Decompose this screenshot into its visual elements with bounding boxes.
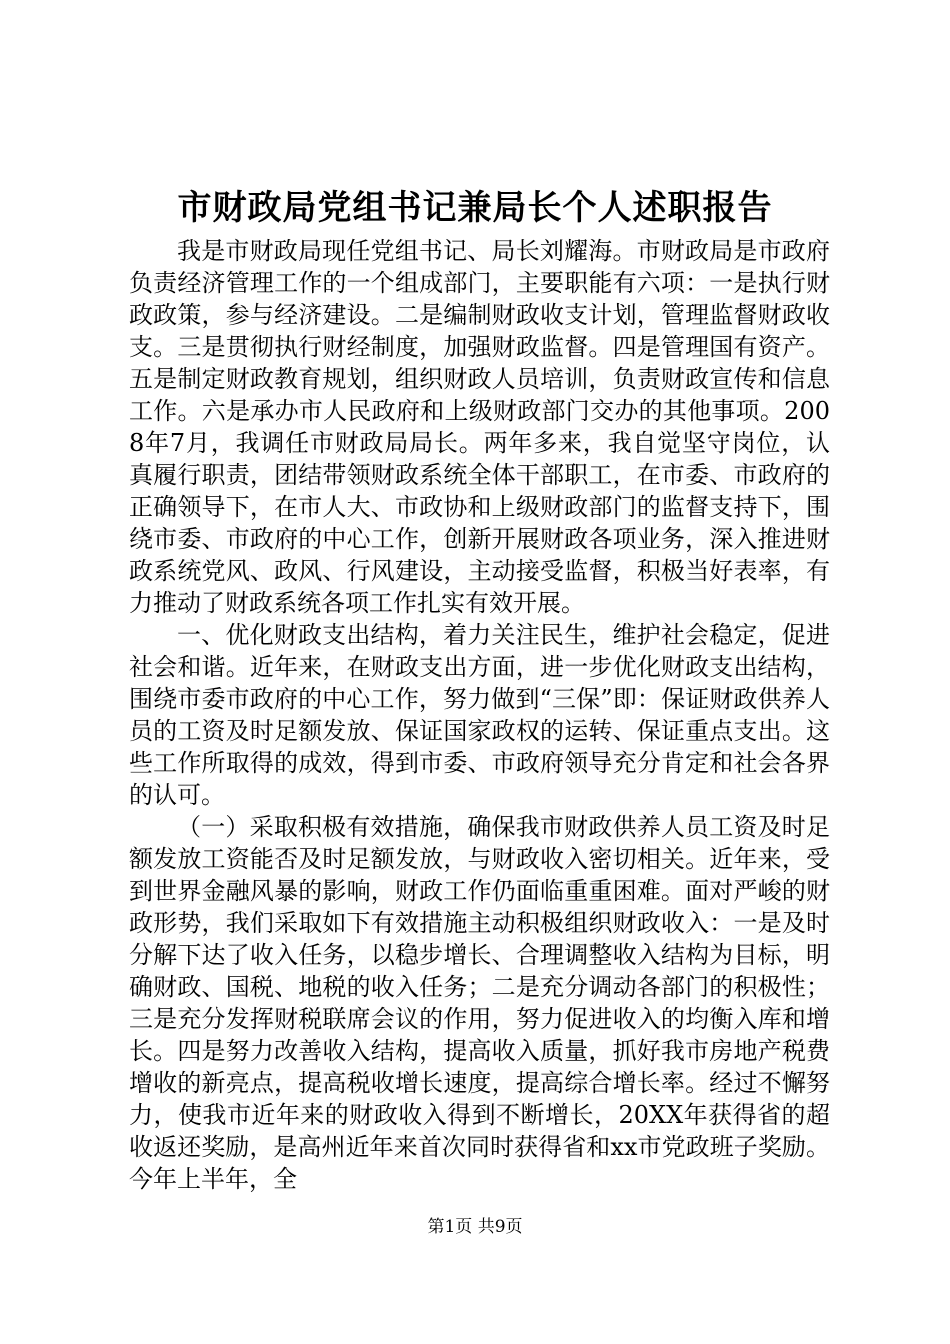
document-body <box>129 235 830 1195</box>
document-title: 市财政局党组书记兼局长个人述职报告 <box>177 188 773 228</box>
paragraph-subsection-one: （一）采取积极有效措施，确保我市财政供养人员工资及时足额发放工资能否及时足额发放，与财政收入密切相关。近年来，受到世界金融风暴的影响，财政工作仍面临重重困难。面对严峻的财政形势，我们采取如下有效措施主动积极组织财政收入：一是及时分解下达了收入任务，以稳步增长、合理调整收入结构为目标，明确财政、国税、地税的收入任务；二是充分调动各部门的积极性；三是充分发挥财税联席会议的作用，努力促进收入的均衡入库和增长。四是努力改善收入结构，提高收入质量，抓好我市房地产税费增收的新亮点，提高税收增长速度，提高综合增长率。经过不懈努力，使我市近年来的财政收入得到不断增长，20XX年获得省的超收返还奖励，是高州近年来首次同时获得省和xx市党政班子奖励。今年上半年，全 <box>129 813 830 1193</box>
paragraph-section-one: 一、优化财政支出结构，着力关注民生，维护社会稳定，促进社会和谐。近年来，在财政支出方面，进一步优化财政支出结构，围绕市委市政府的中心工作，努力做到“三保”即：保证财政供养人员的工资及时足额发放、保证国家政权的运转、保证重点支出。这些工作所取得的成效，得到市委、市政府领导充分肯定和社会各界的认可。 <box>129 621 830 809</box>
page-number-footer: 第1页 共9页 <box>427 1217 523 1237</box>
paragraph-intro: 我是市财政局现任党组书记、局长刘耀海。市财政局是市政府负责经济管理工作的一个组成部门，主要职能有六项：一是执行财政政策，参与经济建设。二是编制财政收支计划，管理监督财政收支。三是贯彻执行财经制度，加强财政监督。四是管理国有资产。五是制定财政教育规划，组织财政人员培训，负责财政宣传和信息工作。六是承办市人民政府和上级财政部门交办的其他事项。2008年7月，我调任市财政局局长。两年多来，我自觉坚守岗位，认真履行职责，团结带领财政系统全体干部职工，在市委、市政府的正确领导下，在市人大、市政协和上级财政部门的监督支持下，围绕市委、市政府的中心工作，创新开展财政各项业务，深入推进财政系统党风、政风、行风建设，主动接受监督，积极当好表率，有力推动了财政系统各项工作扎实有效开展。 <box>129 237 830 617</box>
